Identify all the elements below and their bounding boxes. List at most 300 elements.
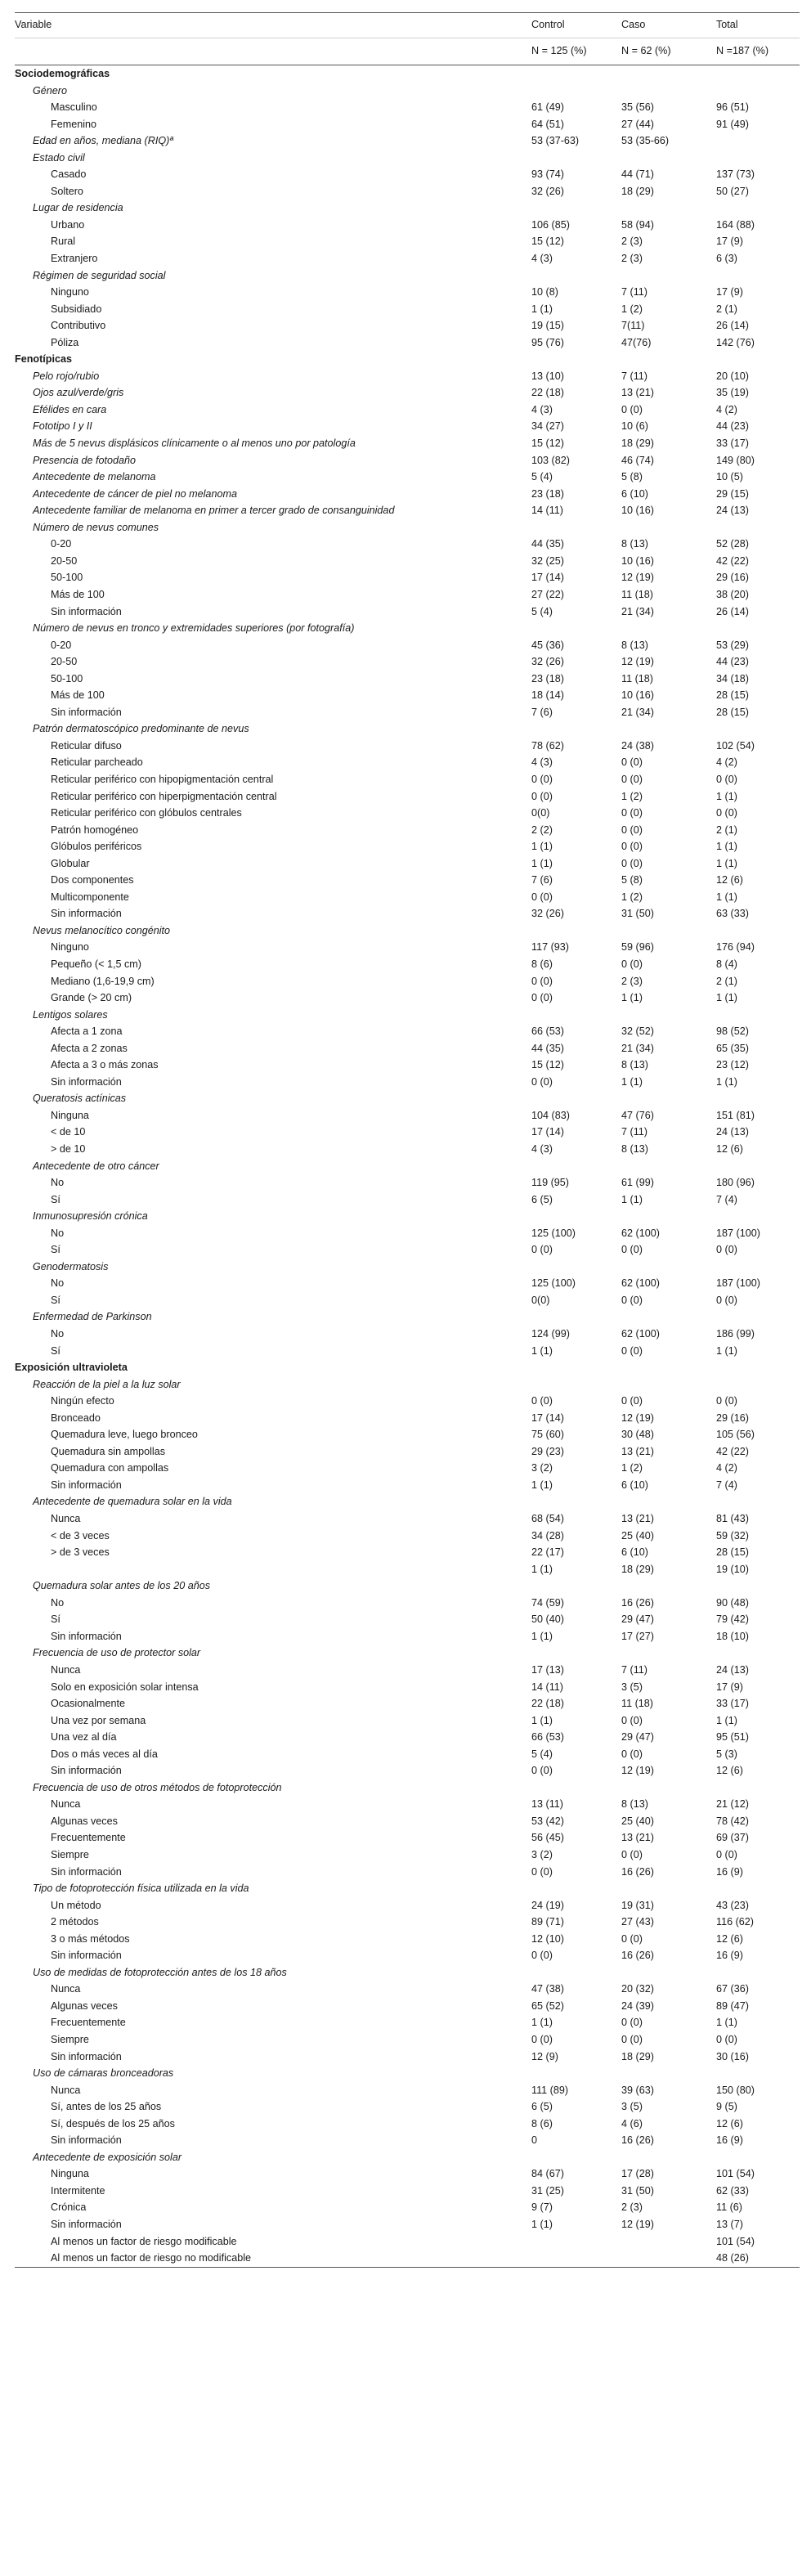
cell-caso: 1 (1) bbox=[621, 1075, 643, 1088]
category-row bbox=[15, 1611, 800, 1628]
category-row bbox=[15, 166, 800, 183]
cell-caso: 0 (0) bbox=[621, 2033, 643, 2045]
variable-row bbox=[15, 1880, 800, 1897]
cell-control: 5 (4) bbox=[531, 1748, 553, 1760]
cell-control: 27 (22) bbox=[531, 588, 564, 600]
row-label: Una vez al día bbox=[51, 1731, 117, 1744]
cell-caso: 12 (19) bbox=[621, 1765, 654, 1777]
category-row bbox=[15, 1998, 800, 2015]
cell-total: 78 (42) bbox=[716, 1815, 749, 1827]
variable-row bbox=[15, 384, 800, 402]
cell-total: 5 (3) bbox=[716, 1748, 737, 1760]
cell-caso: 0 (0) bbox=[621, 1395, 643, 1407]
category-row bbox=[15, 905, 800, 922]
row-label: Inmunosupresión crónica bbox=[33, 1210, 148, 1223]
cell-caso: 20 (32) bbox=[621, 1983, 654, 1995]
cell-control: 22 (17) bbox=[531, 1546, 564, 1559]
row-label: No bbox=[51, 1328, 65, 1340]
cell-total: 43 (23) bbox=[716, 1899, 749, 1911]
row-label: Número de nevus en tronco y extremidades superiores (por fotografía) bbox=[33, 622, 355, 635]
cell-control: 47 (38) bbox=[531, 1983, 564, 1995]
category-row bbox=[15, 754, 800, 771]
variable-row bbox=[15, 1007, 800, 1024]
row-label: 50-100 bbox=[51, 672, 83, 684]
cell-caso: 1 (2) bbox=[621, 303, 643, 315]
cell-total: 30 (16) bbox=[716, 2050, 749, 2062]
row-label: Quemadura sin ampollas bbox=[51, 1445, 166, 1457]
cell-total: 1 (1) bbox=[716, 992, 737, 1004]
variable-row bbox=[15, 1645, 800, 1662]
cell-total: 11 (6) bbox=[716, 2201, 742, 2214]
category-row bbox=[15, 1057, 800, 1074]
cell-control: 93 (74) bbox=[531, 168, 564, 181]
row-label: Crónica bbox=[51, 2201, 87, 2214]
row-label: Siempre bbox=[51, 2033, 89, 2045]
row-label: Antecedente de cáncer de piel no melanoma bbox=[33, 487, 237, 500]
cell-total: 52 (28) bbox=[716, 538, 749, 550]
header-variable: Variable bbox=[15, 19, 52, 30]
category-row bbox=[15, 1241, 800, 1259]
variable-row bbox=[15, 1090, 800, 1107]
cell-total: 151 (81) bbox=[716, 1109, 755, 1121]
cell-caso: 2 (3) bbox=[621, 236, 643, 248]
variable-row bbox=[15, 1964, 800, 1981]
cell-total: 0 (0) bbox=[716, 1395, 737, 1407]
cell-caso: 18 (29) bbox=[621, 2050, 654, 2062]
row-label: Sin información bbox=[51, 1479, 122, 1491]
category-row bbox=[15, 284, 800, 301]
cell-control: 0 (0) bbox=[531, 1950, 553, 1962]
row-label: Sí bbox=[51, 1244, 60, 1256]
cell-total: 142 (76) bbox=[716, 336, 755, 348]
category-row bbox=[15, 1040, 800, 1057]
cell-caso: 0 (0) bbox=[621, 958, 643, 970]
cell-caso: 6 (10) bbox=[621, 487, 648, 500]
cell-control: 1 (1) bbox=[531, 1563, 553, 1575]
row-label: Antecedente de melanoma bbox=[33, 471, 156, 483]
category-row bbox=[15, 2199, 800, 2216]
cell-caso: 39 (63) bbox=[621, 2084, 654, 2096]
row-label: Algunas veces bbox=[51, 1815, 118, 1827]
row-label: Al menos un factor de riesgo no modificable bbox=[51, 2252, 252, 2264]
category-row bbox=[15, 1460, 800, 1477]
row-label: Frecuentemente bbox=[51, 1832, 126, 1844]
cell-caso: 21 (34) bbox=[621, 706, 654, 718]
cell-total: 187 (100) bbox=[716, 1277, 760, 1290]
cell-caso: 2 (3) bbox=[621, 2201, 643, 2214]
row-label: Ninguno bbox=[51, 286, 89, 298]
cell-caso: 8 (13) bbox=[621, 1798, 648, 1811]
category-row bbox=[15, 2049, 800, 2066]
cell-total: 12 (6) bbox=[716, 2117, 743, 2129]
category-row bbox=[15, 1712, 800, 1730]
cell-total: 101 (54) bbox=[716, 2168, 755, 2180]
cell-caso: 5 (8) bbox=[621, 874, 643, 886]
cell-caso: 32 (52) bbox=[621, 1025, 654, 1038]
category-row bbox=[15, 1729, 800, 1746]
row-label: Sin información bbox=[51, 706, 122, 718]
cell-total: 7 (4) bbox=[716, 1193, 737, 1205]
row-label: Multicomponente bbox=[51, 891, 129, 903]
cell-caso: 8 (13) bbox=[621, 1059, 648, 1071]
cell-caso: 0 (0) bbox=[621, 1344, 643, 1357]
category-row bbox=[15, 637, 800, 654]
row-label: Urbano bbox=[51, 218, 85, 231]
cell-total: 59 (32) bbox=[716, 1529, 749, 1542]
cell-caso: 29 (47) bbox=[621, 1731, 654, 1744]
cell-caso: 16 (26) bbox=[621, 1950, 654, 1962]
cell-control: 13 (11) bbox=[531, 1798, 563, 1811]
row-label: Ninguna bbox=[51, 1109, 89, 1121]
category-row bbox=[15, 788, 800, 806]
cell-caso: 61 (99) bbox=[621, 1177, 654, 1189]
variable-row bbox=[15, 2149, 800, 2166]
cell-total: 29 (15) bbox=[716, 487, 749, 500]
variable-row bbox=[15, 200, 800, 217]
cell-control: 0(0) bbox=[531, 807, 550, 819]
cell-caso: 2 (3) bbox=[621, 975, 643, 987]
cell-control: 5 (4) bbox=[531, 605, 553, 617]
row-label: Afecta a 1 zona bbox=[51, 1025, 123, 1038]
row-label: Dos componentes bbox=[51, 874, 134, 886]
category-row bbox=[15, 956, 800, 973]
row-label: Nunca bbox=[51, 1983, 81, 1995]
cell-caso: 13 (21) bbox=[621, 387, 654, 399]
cell-total: 48 (26) bbox=[716, 2252, 749, 2264]
cell-total: 13 (7) bbox=[716, 2219, 743, 2230]
cell-control: 125 (100) bbox=[531, 1227, 576, 1239]
row-label: Reticular difuso bbox=[51, 739, 122, 752]
row-label: Pelo rojo/rubio bbox=[33, 370, 100, 382]
category-row bbox=[15, 855, 800, 873]
cell-control: 22 (18) bbox=[531, 1698, 564, 1710]
cell-control: 24 (19) bbox=[531, 1899, 564, 1911]
category-row bbox=[15, 1443, 800, 1461]
variable-row bbox=[15, 267, 800, 285]
cell-control: 0 (0) bbox=[531, 1765, 553, 1777]
row-label: Antecedente familiar de melanoma en primer a tercer grado de consanguinidad bbox=[33, 505, 395, 517]
variable-row bbox=[15, 519, 800, 536]
cell-control: 124 (99) bbox=[531, 1328, 570, 1340]
cell-total: 69 (37) bbox=[716, 1832, 749, 1844]
cell-total: 105 (56) bbox=[716, 1429, 755, 1441]
cell-caso: 17 (28) bbox=[621, 2168, 654, 2180]
variable-row bbox=[15, 83, 800, 100]
cell-caso: 13 (21) bbox=[621, 1513, 654, 1525]
cell-total: 63 (33) bbox=[716, 908, 749, 920]
cell-caso: 8 (13) bbox=[621, 639, 648, 651]
variable-row bbox=[15, 469, 800, 486]
cell-total: 176 (94) bbox=[716, 941, 755, 954]
cell-total: 44 (23) bbox=[716, 656, 749, 668]
cell-caso: 0 (0) bbox=[621, 824, 643, 836]
category-row bbox=[15, 553, 800, 570]
cell-total: 1 (1) bbox=[716, 1075, 737, 1088]
category-row bbox=[15, 939, 800, 956]
row-label: Ojos azul/verde/gris bbox=[33, 387, 124, 399]
cell-control: 32 (25) bbox=[531, 554, 564, 567]
cell-caso: 24 (38) bbox=[621, 739, 654, 752]
cell-control: 74 (59) bbox=[531, 1596, 564, 1609]
row-label: Casado bbox=[51, 168, 87, 181]
cell-control: 0 (0) bbox=[531, 975, 553, 987]
category-row bbox=[15, 1107, 800, 1124]
cell-control: 32 (26) bbox=[531, 908, 564, 920]
cell-total: 91 (49) bbox=[716, 118, 749, 130]
cell-control: 1 (1) bbox=[531, 1344, 553, 1357]
category-row bbox=[15, 872, 800, 889]
row-label: 50-100 bbox=[51, 572, 83, 584]
cell-total: 24 (13) bbox=[716, 505, 749, 517]
row-label: Sí bbox=[51, 1613, 60, 1626]
category-row bbox=[15, 1426, 800, 1443]
cell-caso: 8 (13) bbox=[621, 1143, 648, 1155]
row-label: Lugar de residencia bbox=[33, 202, 123, 214]
row-label: Femenino bbox=[51, 118, 97, 130]
table-header bbox=[15, 12, 800, 65]
row-label: Género bbox=[33, 84, 68, 96]
cell-total: 1 (1) bbox=[716, 857, 737, 869]
category-row bbox=[15, 1410, 800, 1427]
cell-control: 15 (12) bbox=[531, 438, 564, 450]
category-row bbox=[15, 687, 800, 704]
cell-total: 101 (54) bbox=[716, 2235, 755, 2247]
cell-control: 3 (2) bbox=[531, 1462, 553, 1474]
cell-caso: 11 (18) bbox=[621, 1698, 653, 1710]
cell-total: 180 (96) bbox=[716, 1177, 755, 1189]
cell-caso: 7 (11) bbox=[621, 1663, 647, 1676]
section-row bbox=[15, 65, 800, 83]
cell-caso: 30 (48) bbox=[621, 1429, 654, 1441]
cell-total: 53 (29) bbox=[716, 639, 749, 651]
row-label: 20-50 bbox=[51, 554, 78, 567]
cell-total: 62 (33) bbox=[716, 2184, 749, 2197]
cell-total: 12 (6) bbox=[716, 874, 743, 886]
row-label: Genodermatosis bbox=[33, 1260, 109, 1272]
cell-control: 1 (1) bbox=[531, 1479, 553, 1491]
row-label: Sí, después de los 25 años bbox=[51, 2117, 175, 2129]
header-total: Total bbox=[716, 19, 738, 30]
variable-row bbox=[15, 1577, 800, 1595]
cell-total: 67 (36) bbox=[716, 1983, 749, 1995]
category-row bbox=[15, 1528, 800, 1545]
cell-total: 50 (27) bbox=[716, 185, 749, 197]
cell-caso: 13 (21) bbox=[621, 1445, 654, 1457]
cell-caso: 25 (40) bbox=[621, 1815, 654, 1827]
row-label: Presencia de fotodaño bbox=[33, 454, 137, 466]
row-label: Sin información bbox=[51, 1865, 122, 1878]
cell-total: 9 (5) bbox=[716, 2101, 737, 2113]
cell-control: 44 (35) bbox=[531, 1042, 564, 1054]
cell-total: 96 (51) bbox=[716, 101, 749, 114]
row-label: Ocasionalmente bbox=[51, 1698, 126, 1710]
cell-caso: 1 (1) bbox=[621, 992, 643, 1004]
cell-total: 1 (1) bbox=[716, 790, 737, 802]
cell-caso: 0 (0) bbox=[621, 857, 643, 869]
cell-caso: 17 (27) bbox=[621, 1630, 654, 1642]
row-label: Enfermedad de Parkinson bbox=[33, 1311, 152, 1323]
row-label: Sin información bbox=[51, 2134, 122, 2147]
cell-control: 0 bbox=[531, 2134, 538, 2147]
cell-control: 3 (2) bbox=[531, 1848, 553, 1860]
cell-caso: 62 (100) bbox=[621, 1328, 660, 1340]
row-label: Nunca bbox=[51, 2084, 81, 2096]
cell-caso: 7 (11) bbox=[621, 370, 647, 382]
table-bottom-rule bbox=[15, 2267, 800, 2268]
cell-control: 66 (53) bbox=[531, 1025, 564, 1038]
row-label: Antecedente de exposición solar bbox=[33, 2151, 182, 2163]
cell-caso: 6 (10) bbox=[621, 1546, 648, 1559]
cell-total: 26 (14) bbox=[716, 605, 749, 617]
cell-total: 2 (1) bbox=[716, 824, 737, 836]
cell-control: 1 (1) bbox=[531, 857, 553, 869]
cell-total: 44 (23) bbox=[716, 420, 749, 433]
row-label: Subsidiado bbox=[51, 303, 102, 315]
variable-row bbox=[15, 1208, 800, 1225]
cell-caso: 0 (0) bbox=[621, 2017, 643, 2029]
cell-control: 4 (3) bbox=[531, 756, 553, 769]
row-label: No bbox=[51, 1177, 65, 1189]
cell-caso: 11 (18) bbox=[621, 672, 653, 684]
cell-control: 4 (3) bbox=[531, 403, 553, 415]
row-label: Rural bbox=[51, 236, 76, 248]
category-row bbox=[15, 569, 800, 586]
cell-control: 111 (89) bbox=[531, 2084, 569, 2096]
row-label: Póliza bbox=[51, 336, 79, 348]
category-row bbox=[15, 183, 800, 200]
cell-caso: 0 (0) bbox=[621, 1244, 643, 1256]
category-row bbox=[15, 1023, 800, 1040]
row-label: 0-20 bbox=[51, 639, 72, 651]
category-row bbox=[15, 1544, 800, 1561]
category-row bbox=[15, 2082, 800, 2099]
category-row bbox=[15, 671, 800, 688]
category-row bbox=[15, 1174, 800, 1192]
cell-caso: 16 (26) bbox=[621, 1596, 654, 1609]
cell-caso: 29 (47) bbox=[621, 1613, 654, 1626]
row-label: Frecuentemente bbox=[51, 2017, 126, 2029]
row-label: Reticular periférico con glóbulos centrales bbox=[51, 807, 242, 819]
cell-control: 50 (40) bbox=[531, 1613, 564, 1626]
cell-control: 32 (26) bbox=[531, 185, 564, 197]
row-label: Ninguno bbox=[51, 941, 89, 954]
cell-control: 7 (6) bbox=[531, 874, 553, 886]
category-row bbox=[15, 1225, 800, 1242]
row-label: Uso de medidas de fotoprotección antes de los 18 años bbox=[33, 1966, 287, 1978]
cell-total: 33 (17) bbox=[716, 1698, 749, 1710]
cell-total: 0 (0) bbox=[716, 1244, 737, 1256]
cell-total: 38 (20) bbox=[716, 588, 749, 600]
row-label: Más de 100 bbox=[51, 588, 105, 600]
row-label: 0-20 bbox=[51, 538, 72, 550]
variable-row bbox=[15, 502, 800, 519]
cell-total: 1 (1) bbox=[716, 891, 737, 903]
category-row bbox=[15, 2216, 800, 2233]
cell-caso: 18 (29) bbox=[621, 185, 654, 197]
cell-total: 28 (15) bbox=[716, 689, 749, 702]
category-row bbox=[15, 1829, 800, 1847]
cell-caso: 10 (6) bbox=[621, 420, 648, 433]
category-row bbox=[15, 1124, 800, 1141]
cell-control: 0 (0) bbox=[531, 992, 553, 1004]
cell-total: 2 (1) bbox=[716, 303, 737, 315]
category-row bbox=[15, 1595, 800, 1612]
cell-control: 53 (42) bbox=[531, 1815, 564, 1827]
cell-total: 33 (17) bbox=[716, 438, 749, 450]
cell-total: 26 (14) bbox=[716, 320, 749, 332]
cell-caso: 1 (1) bbox=[621, 1193, 643, 1205]
cell-total: 28 (15) bbox=[716, 1546, 749, 1559]
cell-caso: 16 (26) bbox=[621, 2134, 654, 2147]
cell-total: 1 (1) bbox=[716, 2017, 737, 2029]
category-row bbox=[15, 738, 800, 755]
row-label: Sí bbox=[51, 1344, 60, 1357]
row-label: Quemadura leve, luego bronceo bbox=[51, 1429, 198, 1441]
category-row bbox=[15, 317, 800, 334]
row-label: Reticular periférico con hiperpigmentación central bbox=[51, 790, 277, 802]
cell-caso: 7 (11) bbox=[621, 1126, 647, 1138]
cell-total: 81 (43) bbox=[716, 1513, 749, 1525]
cell-control: 18 (14) bbox=[531, 689, 564, 702]
cell-control: 0 (0) bbox=[531, 1244, 553, 1256]
row-label: No bbox=[51, 1277, 65, 1290]
cell-control: 65 (52) bbox=[531, 1999, 564, 2012]
row-label: Frecuencia de uso de otros métodos de fotoprotección bbox=[33, 1781, 282, 1793]
cell-control: 0(0) bbox=[531, 1294, 550, 1306]
cell-total: 34 (18) bbox=[716, 672, 749, 684]
category-row bbox=[15, 2132, 800, 2149]
cell-total: 137 (73) bbox=[716, 168, 755, 181]
category-row bbox=[15, 1510, 800, 1528]
cell-control: 29 (23) bbox=[531, 1445, 564, 1457]
variable-row bbox=[15, 1158, 800, 1175]
cell-control: 1 (1) bbox=[531, 2017, 553, 2029]
row-label: Antecedente de otro cáncer bbox=[33, 1160, 159, 1172]
header-caso: Caso bbox=[621, 19, 646, 30]
cell-control: 34 (27) bbox=[531, 420, 564, 433]
cell-control: 1 (1) bbox=[531, 2219, 553, 2230]
cell-control: 15 (12) bbox=[531, 1059, 564, 1071]
cell-control: 23 (18) bbox=[531, 672, 564, 684]
category-row bbox=[15, 334, 800, 352]
row-label: No bbox=[51, 1227, 65, 1239]
cell-total: 102 (54) bbox=[716, 739, 755, 752]
cell-total: 42 (22) bbox=[716, 1445, 749, 1457]
cell-total: 0 (0) bbox=[716, 1848, 737, 1860]
row-label: Estado civil bbox=[33, 151, 85, 164]
cell-total: 17 (9) bbox=[716, 286, 743, 298]
cell-total: 95 (51) bbox=[716, 1731, 749, 1744]
cell-caso: 0 (0) bbox=[621, 807, 643, 819]
cell-control: 44 (35) bbox=[531, 538, 564, 550]
cell-control: 8 (6) bbox=[531, 2117, 553, 2129]
category-row bbox=[15, 1897, 800, 1914]
row-label: < de 3 veces bbox=[51, 1529, 110, 1542]
cell-caso: 7 (11) bbox=[621, 286, 647, 298]
cell-caso: 5 (8) bbox=[621, 471, 643, 483]
cell-total: 24 (13) bbox=[716, 1663, 749, 1676]
cell-caso: 0 (0) bbox=[621, 1848, 643, 1860]
cell-caso: 62 (100) bbox=[621, 1227, 660, 1239]
cell-caso: 0 (0) bbox=[621, 1748, 643, 1760]
row-label: Nunca bbox=[51, 1798, 81, 1811]
row-label: Sin información bbox=[51, 1630, 122, 1642]
category-row bbox=[15, 2250, 800, 2267]
cell-control: 89 (71) bbox=[531, 1916, 564, 1928]
category-row bbox=[15, 116, 800, 133]
row-label: Glóbulos periféricos bbox=[51, 841, 142, 853]
cell-control: 13 (10) bbox=[531, 370, 564, 382]
